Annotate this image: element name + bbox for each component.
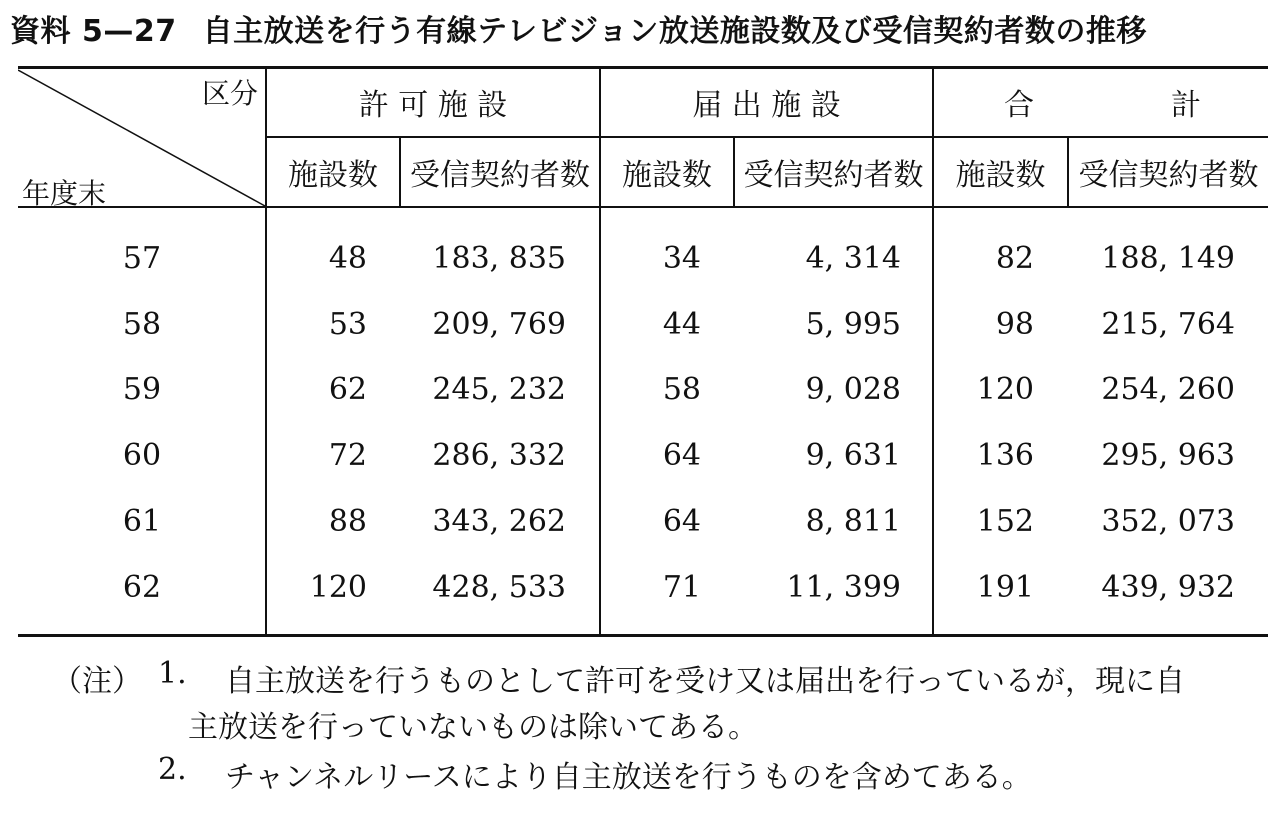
subheader-subscribers: 受信契約者数: [1078, 158, 1259, 193]
cell-total-subscribers: 254, 260: [1101, 371, 1235, 407]
cell-total-facilities: 98: [995, 306, 1034, 342]
cell-total-facilities: 152: [976, 503, 1034, 539]
title-text: 自主放送を行う有線テレビジョン放送施設数及び受信契約者数の推移: [202, 14, 1147, 49]
cell-notified-facilities: 71: [662, 569, 701, 605]
cell-notified-facilities: 64: [662, 503, 701, 539]
cell-licensed-facilities: 62: [328, 371, 367, 407]
cell-total-subscribers: 295, 963: [1101, 437, 1235, 473]
subheader-subscribers: 受信契約者数: [743, 158, 924, 193]
cell-notified-subscribers: 9, 631: [805, 437, 901, 473]
subheader-facilities: 施設数: [622, 158, 712, 193]
cell-licensed-subscribers: 343, 262: [432, 503, 566, 539]
cell-total-subscribers: 215, 764: [1101, 306, 1235, 342]
group-header-total-1: 合: [1004, 88, 1034, 123]
corner-label-fiscal-year-end: 年度末: [22, 177, 107, 210]
cell-total-facilities: 82: [995, 240, 1034, 276]
cell-total-facilities: 120: [976, 371, 1034, 407]
cell-total-subscribers: 439, 932: [1101, 569, 1235, 605]
cell-licensed-facilities: 48: [328, 240, 367, 276]
cell-licensed-subscribers: 183, 835: [432, 240, 566, 276]
cell-total-facilities: 191: [976, 569, 1034, 605]
subheader-facilities: 施設数: [288, 158, 378, 193]
cell-licensed-subscribers: 286, 332: [432, 437, 566, 473]
cell-total-subscribers: 352, 073: [1101, 503, 1235, 539]
cell-fiscal-year: 62: [122, 569, 162, 605]
note-1-number: 1.: [158, 656, 187, 691]
cell-notified-subscribers: 11, 399: [786, 569, 901, 605]
cell-notified-facilities: 58: [662, 371, 701, 407]
cell-notified-facilities: 34: [662, 240, 701, 276]
cell-total-subscribers: 188, 149: [1101, 240, 1235, 276]
cell-licensed-facilities: 72: [328, 437, 367, 473]
note-1-line-2: 主放送を行っていないものは除いてある。: [188, 710, 758, 745]
cell-licensed-subscribers: 428, 533: [432, 569, 566, 605]
note-2-text: チャンネルリースにより自主放送を行うものを含めてある。: [225, 760, 1032, 795]
corner-label-category: 区分: [202, 77, 259, 110]
note-1-line-1: 自主放送を行うものとして許可を受け又は届出を行っているが，現に自: [225, 664, 1185, 699]
cell-licensed-facilities: 120: [309, 569, 367, 605]
cell-licensed-facilities: 88: [328, 503, 367, 539]
cell-fiscal-year: 58: [122, 306, 162, 342]
cell-licensed-subscribers: 245, 232: [432, 371, 566, 407]
document-title: [10, 8, 1147, 56]
cell-fiscal-year: 59: [122, 371, 162, 407]
cell-licensed-facilities: 53: [328, 306, 367, 342]
group-header-notified: 届 出 施 設: [692, 88, 841, 123]
cell-fiscal-year: 60: [122, 437, 162, 473]
cell-notified-subscribers: 5, 995: [805, 306, 901, 342]
cell-fiscal-year: 57: [122, 240, 162, 276]
cell-fiscal-year: 61: [122, 503, 162, 539]
group-header-total-2: 計: [1171, 88, 1201, 123]
subheader-subscribers: 受信契約者数: [410, 158, 590, 193]
cell-notified-subscribers: 4, 314: [805, 240, 901, 276]
title-code: 資料 5—27: [10, 14, 177, 49]
cell-notified-subscribers: 8, 811: [805, 503, 901, 539]
cell-notified-facilities: 44: [662, 306, 701, 342]
cell-notified-subscribers: 9, 028: [805, 371, 901, 407]
subheader-rule: [267, 136, 1268, 138]
cell-total-facilities: 136: [976, 437, 1034, 473]
subheader-facilities: 施設数: [955, 158, 1046, 193]
cell-licensed-subscribers: 209, 769: [432, 306, 566, 342]
cell-notified-facilities: 64: [662, 437, 701, 473]
note-2-number: 2.: [158, 752, 187, 787]
note-label: （注）: [52, 664, 142, 699]
table-bottom-rule: [18, 634, 1268, 637]
group-header-licensed: 許 可 施 設: [358, 88, 508, 123]
